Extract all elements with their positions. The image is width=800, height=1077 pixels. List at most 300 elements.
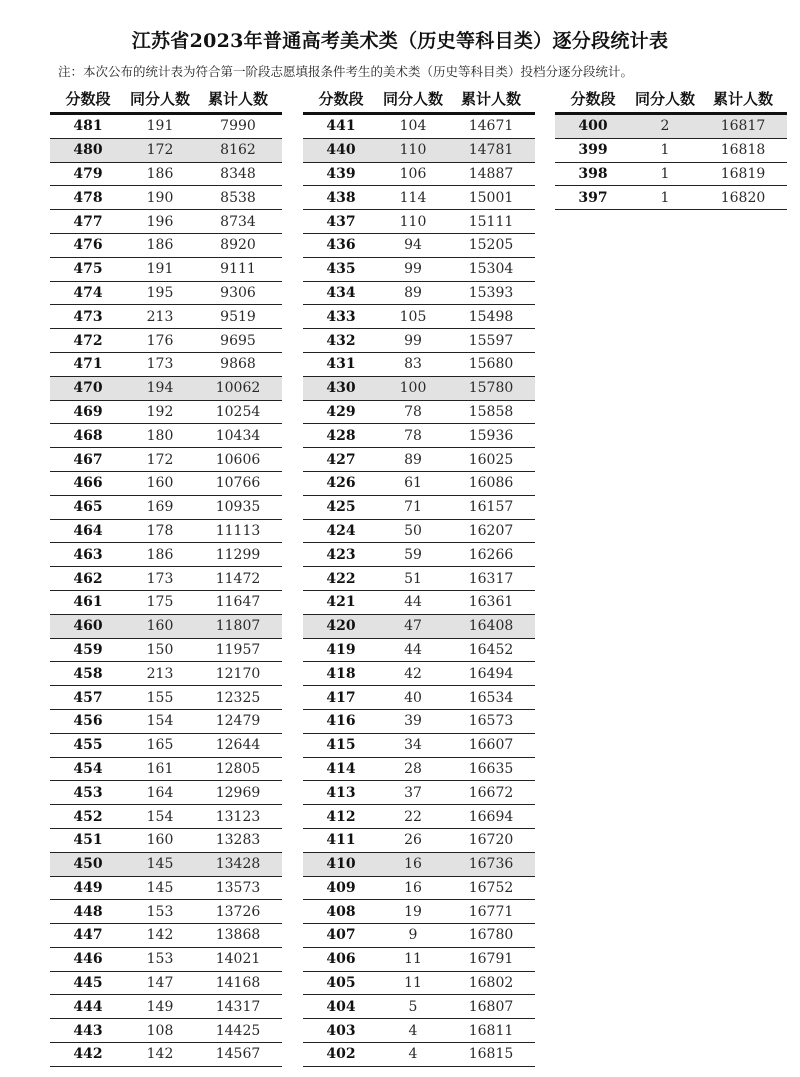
same-count-cell: 51 <box>404 570 422 587</box>
table-row <box>50 686 282 710</box>
score-cell: 473 <box>73 308 103 325</box>
cumulative-cell: 9868 <box>220 356 256 373</box>
cumulative-cell: 10062 <box>215 380 261 397</box>
score-cell: 398 <box>578 165 608 182</box>
same-count-cell: 50 <box>404 522 422 539</box>
col-header-same-count: 同分人数 <box>382 89 443 108</box>
same-count-cell: 39 <box>404 713 422 730</box>
cumulative-cell: 16694 <box>468 808 514 825</box>
same-count-cell: 22 <box>404 808 422 825</box>
same-count-cell: 19 <box>404 903 422 920</box>
same-count-cell: 161 <box>146 760 174 777</box>
score-cell: 414 <box>326 760 356 777</box>
table-row <box>50 305 282 329</box>
same-count-cell: 173 <box>146 356 174 373</box>
cumulative-cell: 10434 <box>215 427 261 444</box>
same-count-cell: 114 <box>399 189 427 206</box>
table-row <box>303 591 535 615</box>
score-cell: 442 <box>73 1046 103 1063</box>
table-row <box>50 186 282 210</box>
table-row <box>50 1019 282 1043</box>
cumulative-cell: 15393 <box>468 284 514 301</box>
table-row <box>303 305 535 329</box>
table-row <box>50 472 282 496</box>
cumulative-cell: 16207 <box>468 522 514 539</box>
score-cell: 425 <box>326 499 356 516</box>
same-count-cell: 34 <box>404 737 422 754</box>
same-count-cell: 175 <box>146 594 174 611</box>
table-row <box>50 924 282 948</box>
cumulative-cell: 10935 <box>215 499 261 516</box>
table-row <box>303 567 535 591</box>
cumulative-cell: 11807 <box>215 618 261 635</box>
table-row <box>303 805 535 829</box>
table-row <box>555 139 787 163</box>
table-row <box>50 734 282 758</box>
table-row <box>50 900 282 924</box>
table-row <box>50 758 282 782</box>
score-cell: 420 <box>326 618 356 635</box>
table-row <box>303 496 535 520</box>
table-row <box>50 877 282 901</box>
same-count-cell: 99 <box>404 261 422 278</box>
table-row <box>303 472 535 496</box>
cumulative-cell: 16157 <box>468 499 514 516</box>
table-row <box>303 186 535 210</box>
score-cell: 435 <box>326 261 356 278</box>
same-count-cell: 106 <box>399 165 427 182</box>
score-cell: 432 <box>326 332 356 349</box>
cumulative-cell: 16820 <box>720 189 766 206</box>
score-cell: 405 <box>326 975 356 992</box>
table-row <box>303 662 535 686</box>
cumulative-cell: 8734 <box>220 213 256 230</box>
cumulative-cell: 13428 <box>215 856 261 873</box>
score-cell: 444 <box>73 998 103 1015</box>
cumulative-cell: 10606 <box>215 451 261 468</box>
cumulative-cell: 16494 <box>468 665 514 682</box>
same-count-cell: 11 <box>404 951 422 968</box>
table-row <box>303 282 535 306</box>
table-row <box>303 448 535 472</box>
table-note: 注：本次公布的统计表为符合第一阶段志愿填报条件考生的美术类（历史等科目类）投档分逐分段统计。 <box>58 64 634 79</box>
score-cell: 404 <box>326 998 356 1015</box>
cumulative-cell: 16815 <box>468 1046 514 1063</box>
score-cell: 439 <box>326 165 356 182</box>
table-row <box>303 615 535 639</box>
score-cell: 466 <box>73 475 103 492</box>
score-cell: 449 <box>73 879 103 896</box>
cumulative-cell: 11647 <box>215 594 261 611</box>
score-cell: 418 <box>326 665 356 682</box>
table-row <box>303 710 535 734</box>
cumulative-cell: 13123 <box>215 808 261 825</box>
score-cell: 440 <box>326 142 356 159</box>
cumulative-cell: 13283 <box>215 832 261 849</box>
score-cell: 441 <box>326 118 356 135</box>
same-count-cell: 192 <box>146 403 174 420</box>
table-row <box>303 234 535 258</box>
table-row <box>303 329 535 353</box>
score-cell: 450 <box>73 856 103 873</box>
same-count-cell: 160 <box>146 832 174 849</box>
same-count-cell: 153 <box>146 903 174 920</box>
cumulative-cell: 8538 <box>220 189 256 206</box>
table-row <box>303 520 535 544</box>
same-count-cell: 28 <box>404 760 422 777</box>
score-cell: 456 <box>73 713 103 730</box>
score-cell: 423 <box>326 546 356 563</box>
table-row <box>50 139 282 163</box>
cumulative-cell: 12805 <box>215 760 261 777</box>
table-row <box>303 829 535 853</box>
table-row <box>50 710 282 734</box>
score-cell: 399 <box>578 142 608 159</box>
cumulative-cell: 16807 <box>468 998 514 1015</box>
table-body <box>303 115 535 1067</box>
cumulative-cell: 16086 <box>468 475 514 492</box>
table-row <box>50 615 282 639</box>
col-header-cumulative: 累计人数 <box>207 89 268 108</box>
col-header-score: 分数段 <box>65 89 111 108</box>
col-header-cumulative: 累计人数 <box>712 89 773 108</box>
table-row <box>50 591 282 615</box>
same-count-cell: 11 <box>404 975 422 992</box>
same-count-cell: 196 <box>146 213 174 230</box>
col-header-score: 分数段 <box>570 89 616 108</box>
score-cell: 412 <box>326 808 356 825</box>
score-cell: 410 <box>326 856 356 873</box>
same-count-cell: 4 <box>408 1046 418 1063</box>
same-count-cell: 142 <box>146 927 174 944</box>
same-count-cell: 40 <box>404 689 422 706</box>
same-count-cell: 213 <box>146 665 174 682</box>
table-row <box>50 662 282 686</box>
cumulative-cell: 13726 <box>215 903 261 920</box>
score-cell: 443 <box>73 1022 103 1039</box>
same-count-cell: 78 <box>404 403 422 420</box>
score-cell: 471 <box>73 356 103 373</box>
score-cell: 408 <box>326 903 356 920</box>
table-header <box>303 84 535 115</box>
same-count-cell: 213 <box>146 308 174 325</box>
cumulative-cell: 14168 <box>215 975 261 992</box>
score-cell: 472 <box>73 332 103 349</box>
table-body <box>555 115 787 210</box>
cumulative-cell: 16672 <box>468 784 514 801</box>
score-cell: 469 <box>73 403 103 420</box>
score-cell: 436 <box>326 237 356 254</box>
cumulative-cell: 11113 <box>215 522 261 539</box>
table-row <box>50 448 282 472</box>
score-cell: 464 <box>73 522 103 539</box>
score-cell: 411 <box>326 832 356 849</box>
same-count-cell: 89 <box>404 451 422 468</box>
table-row <box>50 258 282 282</box>
table-row <box>50 543 282 567</box>
cumulative-cell: 14317 <box>215 998 261 1015</box>
same-count-cell: 155 <box>146 689 174 706</box>
same-count-cell: 110 <box>399 213 427 230</box>
table-row <box>303 163 535 187</box>
cumulative-cell: 9111 <box>220 261 256 278</box>
cumulative-cell: 16534 <box>468 689 514 706</box>
cumulative-cell: 16720 <box>468 832 514 849</box>
cumulative-cell: 15780 <box>468 380 514 397</box>
same-count-cell: 4 <box>408 1022 418 1039</box>
table-row <box>303 686 535 710</box>
cumulative-cell: 16266 <box>468 546 514 563</box>
table-row <box>50 353 282 377</box>
table-row <box>303 781 535 805</box>
score-cell: 416 <box>326 713 356 730</box>
score-cell: 429 <box>326 403 356 420</box>
cumulative-cell: 16317 <box>468 570 514 587</box>
table-row <box>303 543 535 567</box>
table-row <box>303 424 535 448</box>
table-row <box>50 948 282 972</box>
score-cell: 475 <box>73 261 103 278</box>
same-count-cell: 160 <box>146 618 174 635</box>
same-count-cell: 160 <box>146 475 174 492</box>
cumulative-cell: 16573 <box>468 713 514 730</box>
same-count-cell: 9 <box>408 927 418 944</box>
table-row <box>555 186 787 210</box>
table-row <box>50 210 282 234</box>
table-row <box>303 353 535 377</box>
same-count-cell: 165 <box>146 737 174 754</box>
same-count-cell: 44 <box>404 594 422 611</box>
table-row <box>50 972 282 996</box>
table-row <box>50 995 282 1019</box>
score-cell: 461 <box>73 594 103 611</box>
score-cell: 424 <box>326 522 356 539</box>
score-cell: 409 <box>326 879 356 896</box>
score-cell: 434 <box>326 284 356 301</box>
table-row <box>50 829 282 853</box>
cumulative-cell: 14781 <box>468 142 514 159</box>
col-header-same-count: 同分人数 <box>634 89 695 108</box>
table-row <box>303 972 535 996</box>
score-cell: 407 <box>326 927 356 944</box>
cumulative-cell: 16635 <box>468 760 514 777</box>
same-count-cell: 104 <box>399 118 427 135</box>
cumulative-cell: 15498 <box>468 308 514 325</box>
cumulative-cell: 16771 <box>468 903 514 920</box>
score-cell: 459 <box>73 641 103 658</box>
same-count-cell: 89 <box>404 284 422 301</box>
score-cell: 455 <box>73 737 103 754</box>
score-cell: 477 <box>73 213 103 230</box>
score-table-2 <box>303 84 535 1067</box>
same-count-cell: 154 <box>146 713 174 730</box>
score-table-1 <box>50 84 282 1067</box>
table-row <box>303 734 535 758</box>
score-cell: 454 <box>73 760 103 777</box>
same-count-cell: 149 <box>146 998 174 1015</box>
cumulative-cell: 8162 <box>220 142 256 159</box>
score-cell: 460 <box>73 618 103 635</box>
col-header-score: 分数段 <box>318 89 364 108</box>
same-count-cell: 5 <box>408 998 418 1015</box>
cumulative-cell: 16819 <box>720 165 766 182</box>
table-row <box>303 758 535 782</box>
cumulative-cell: 15205 <box>468 237 514 254</box>
table-row <box>50 282 282 306</box>
col-header-cumulative: 累计人数 <box>460 89 521 108</box>
table-body <box>50 115 282 1067</box>
cumulative-cell: 16780 <box>468 927 514 944</box>
score-cell: 415 <box>326 737 356 754</box>
cumulative-cell: 15597 <box>468 332 514 349</box>
same-count-cell: 105 <box>399 308 427 325</box>
table-row <box>50 163 282 187</box>
table-row <box>303 924 535 948</box>
cumulative-cell: 13573 <box>215 879 261 896</box>
cumulative-cell: 16802 <box>468 975 514 992</box>
score-cell: 438 <box>326 189 356 206</box>
table-row <box>303 948 535 972</box>
table-header <box>555 84 787 115</box>
same-count-cell: 2 <box>660 118 670 135</box>
cumulative-cell: 14021 <box>215 951 261 968</box>
same-count-cell: 44 <box>404 641 422 658</box>
score-cell: 428 <box>326 427 356 444</box>
cumulative-cell: 14425 <box>215 1022 261 1039</box>
table-row <box>50 781 282 805</box>
same-count-cell: 173 <box>146 570 174 587</box>
table-row <box>303 877 535 901</box>
table-row <box>50 496 282 520</box>
cumulative-cell: 15858 <box>468 403 514 420</box>
score-cell: 481 <box>73 118 103 135</box>
score-cell: 421 <box>326 594 356 611</box>
cumulative-cell: 16025 <box>468 451 514 468</box>
cumulative-cell: 12479 <box>215 713 261 730</box>
score-cell: 467 <box>73 451 103 468</box>
score-cell: 400 <box>578 118 608 135</box>
cumulative-cell: 15111 <box>468 213 514 230</box>
table-row <box>303 210 535 234</box>
table-row <box>50 853 282 877</box>
table-row <box>50 329 282 353</box>
same-count-cell: 42 <box>404 665 422 682</box>
table-row <box>303 258 535 282</box>
score-cell: 448 <box>73 903 103 920</box>
same-count-cell: 190 <box>146 189 174 206</box>
score-cell: 478 <box>73 189 103 206</box>
score-cell: 446 <box>73 951 103 968</box>
table-row <box>555 115 787 139</box>
score-cell: 457 <box>73 689 103 706</box>
score-cell: 413 <box>326 784 356 801</box>
score-cell: 474 <box>73 284 103 301</box>
same-count-cell: 154 <box>146 808 174 825</box>
same-count-cell: 195 <box>146 284 174 301</box>
table-row <box>50 805 282 829</box>
score-cell: 419 <box>326 641 356 658</box>
cumulative-cell: 12969 <box>215 784 261 801</box>
score-cell: 422 <box>326 570 356 587</box>
score-cell: 431 <box>326 356 356 373</box>
same-count-cell: 194 <box>146 380 174 397</box>
score-cell: 447 <box>73 927 103 944</box>
score-cell: 433 <box>326 308 356 325</box>
cumulative-cell: 15001 <box>468 189 514 206</box>
score-cell: 453 <box>73 784 103 801</box>
same-count-cell: 169 <box>146 499 174 516</box>
cumulative-cell: 13868 <box>215 927 261 944</box>
same-count-cell: 191 <box>146 118 174 135</box>
table-row <box>50 401 282 425</box>
score-cell: 452 <box>73 808 103 825</box>
same-count-cell: 71 <box>404 499 422 516</box>
score-cell: 470 <box>73 380 103 397</box>
cumulative-cell: 8920 <box>220 237 256 254</box>
score-cell: 458 <box>73 665 103 682</box>
cumulative-cell: 12170 <box>215 665 261 682</box>
same-count-cell: 94 <box>404 237 422 254</box>
same-count-cell: 16 <box>404 879 422 896</box>
cumulative-cell: 7990 <box>220 118 256 135</box>
cumulative-cell: 16752 <box>468 879 514 896</box>
same-count-cell: 110 <box>399 142 427 159</box>
same-count-cell: 1 <box>660 142 670 159</box>
score-cell: 403 <box>326 1022 356 1039</box>
score-cell: 406 <box>326 951 356 968</box>
score-cell: 417 <box>326 689 356 706</box>
score-cell: 426 <box>326 475 356 492</box>
table-header <box>50 84 282 115</box>
same-count-cell: 47 <box>404 618 422 635</box>
table-row <box>555 163 787 187</box>
same-count-cell: 172 <box>146 451 174 468</box>
table-row <box>50 424 282 448</box>
score-cell: 397 <box>578 189 608 206</box>
table-row <box>303 1019 535 1043</box>
cumulative-cell: 16361 <box>468 594 514 611</box>
score-cell: 480 <box>73 142 103 159</box>
table-row <box>303 1043 535 1067</box>
same-count-cell: 59 <box>404 546 422 563</box>
table-row <box>50 1043 282 1067</box>
score-cell: 427 <box>326 451 356 468</box>
table-row <box>303 377 535 401</box>
same-count-cell: 99 <box>404 332 422 349</box>
cumulative-cell: 16607 <box>468 737 514 754</box>
table-row <box>50 639 282 663</box>
cumulative-cell: 10766 <box>215 475 261 492</box>
cumulative-cell: 15936 <box>468 427 514 444</box>
cumulative-cell: 16818 <box>720 142 766 159</box>
same-count-cell: 78 <box>404 427 422 444</box>
cumulative-cell: 11957 <box>215 641 261 658</box>
same-count-cell: 61 <box>404 475 422 492</box>
score-table-3 <box>555 84 787 210</box>
cumulative-cell: 11472 <box>215 570 261 587</box>
same-count-cell: 83 <box>404 356 422 373</box>
same-count-cell: 180 <box>146 427 174 444</box>
cumulative-cell: 12325 <box>215 689 261 706</box>
same-count-cell: 153 <box>146 951 174 968</box>
same-count-cell: 147 <box>146 975 174 992</box>
cumulative-cell: 16408 <box>468 618 514 635</box>
table-row <box>303 900 535 924</box>
same-count-cell: 178 <box>146 522 174 539</box>
same-count-cell: 186 <box>146 546 174 563</box>
score-cell: 430 <box>326 380 356 397</box>
same-count-cell: 1 <box>660 165 670 182</box>
